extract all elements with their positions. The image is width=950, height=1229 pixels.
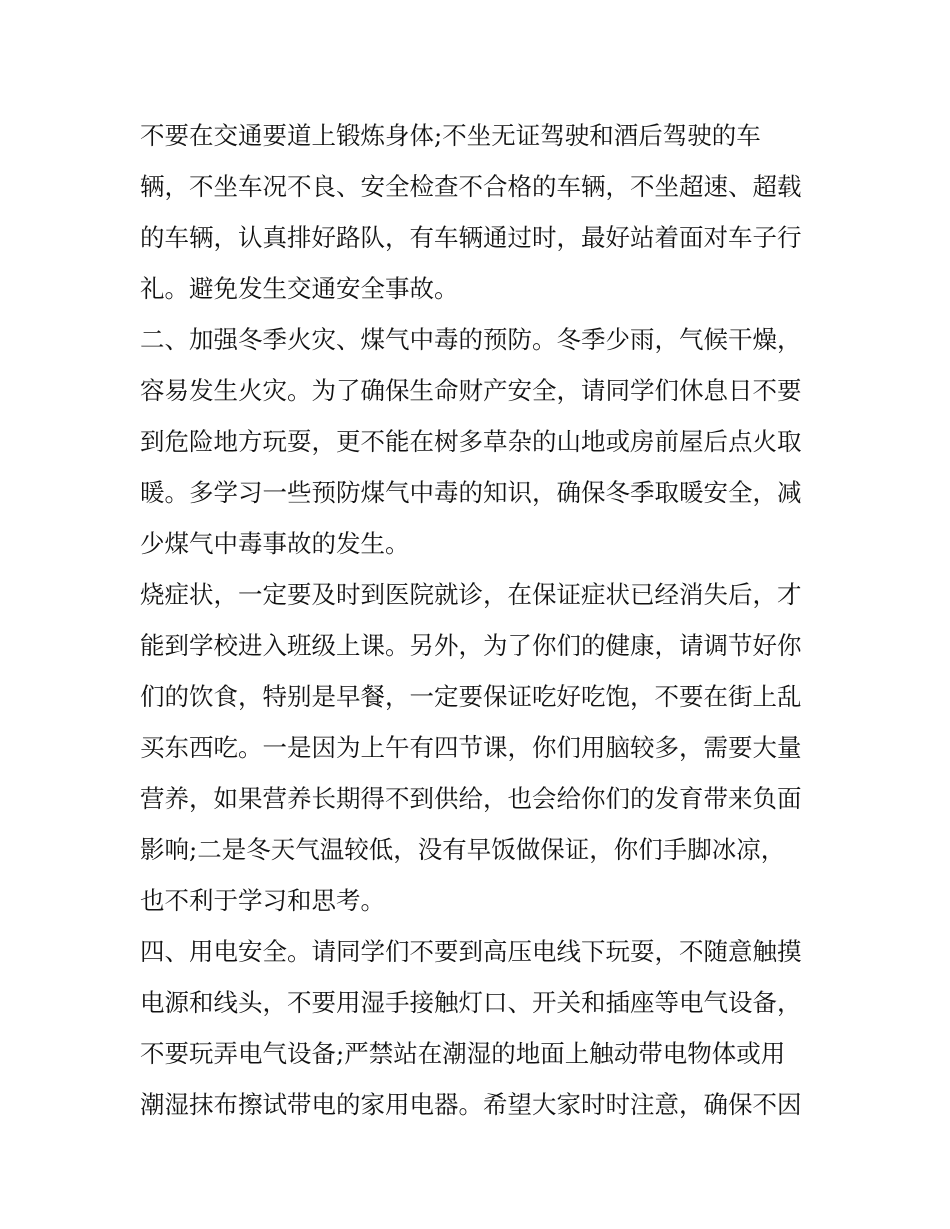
text-line-11: 能到学校进入班级上课。另外，为了你们的健康，请调节好你 [140, 631, 802, 660]
text-line-7: 到危险地方玩耍，更不能在树多草杂的山地或房前屋后点火取 [140, 427, 802, 456]
text-line-2: 辆，不坐车况不良、安全检查不合格的车辆，不坐超速、超载 [140, 172, 802, 201]
text-line-10: 烧症状，一定要及时到医院就诊，在保证症状已经消失后，才 [140, 580, 802, 609]
text-line-6: 容易发生火灾。为了确保生命财产安全，请同学们休息日不要 [140, 376, 802, 405]
text-line-8: 暖。多学习一些预防煤气中毒的知识，确保冬季取暖安全，减 [140, 478, 802, 507]
text-line-14: 营养，如果营养长期得不到供给，也会给你们的发育带来负面 [140, 784, 802, 813]
text-line-4: 礼。避免发生交通安全事故。 [140, 274, 459, 303]
document-body [140, 110, 820, 1130]
text-line-17: 四、用电安全。请同学们不要到高压电线下玩耍，不随意触摸 [140, 937, 802, 966]
text-line-19: 不要玩弄电气设备;严禁站在潮湿的地面上触动带电物体或用 [140, 1039, 786, 1068]
text-line-20: 潮湿抹布擦试带电的家用电器。希望大家时时注意，确保不因 [140, 1090, 802, 1119]
text-line-12: 们的饮食，特别是早餐，一定要保证吃好吃饱，不要在街上乱 [140, 682, 802, 711]
text-line-3: 的车辆，认真排好路队，有车辆通过时，最好站着面对车子行 [140, 223, 802, 252]
text-line-16: 也不利于学习和思考。 [140, 886, 385, 915]
text-line-1: 不要在交通要道上锻炼身体;不坐无证驾驶和酒后驾驶的车 [140, 121, 761, 150]
text-line-13: 买东西吃。一是因为上午有四节课，你们用脑较多，需要大量 [140, 733, 802, 762]
text-line-18: 电源和线头，不要用湿手接触灯口、开关和插座等电气设备， [140, 988, 802, 1017]
text-line-9: 少煤气中毒事故的发生。 [140, 529, 410, 558]
text-line-5: 二、加强冬季火灾、煤气中毒的预防。冬季少雨，气候干燥， [140, 325, 802, 354]
text-line-15: 影响;二是冬天气温较低，没有早饭做保证，你们手脚冰凉， [140, 835, 786, 864]
